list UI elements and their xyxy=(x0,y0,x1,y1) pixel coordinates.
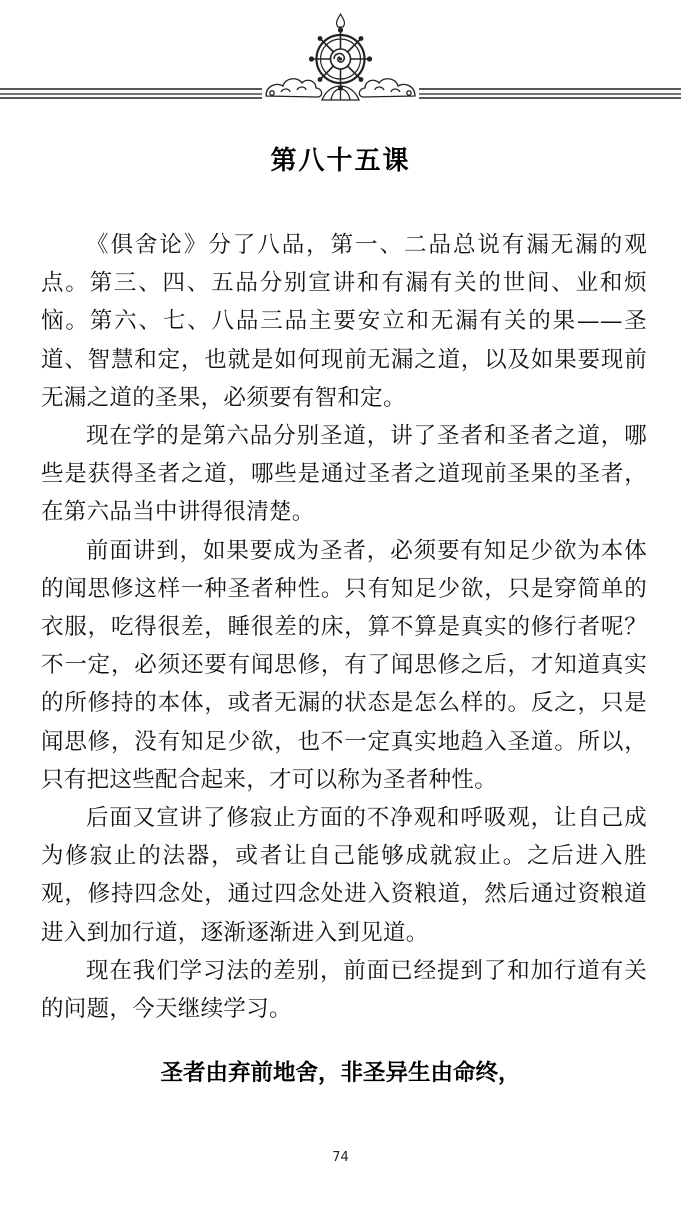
dharma-wheel-icon xyxy=(0,0,681,110)
paragraph: 《俱舍论》分了八品，第一、二品总说有漏无漏的观点。第三、四、五品分别宣讲和有漏有关的世间、业和烦恼。第六、七、八品三品主要安立和无漏有关的果——圣道、智慧和定，也就是如何现前无漏之道，以及如果要现前无漏之道的圣果，必须要有智和定。 xyxy=(41,232,647,411)
paragraph: 现在学的是第六品分别圣道，讲了圣者和圣者之道，哪些是获得圣者之道，哪些是通过圣者之道现前圣果的圣者，在第六品当中讲得很清楚。 xyxy=(41,423,647,526)
paragraph: 后面又宣讲了修寂止方面的不净观和呼吸观，让自己成为修寂止的法器，或者让自己能够成就寂止。之后进入胜观，修持四念处，通过四念处进入资粮道，然后通过资粮道进入到加行道，逐渐逐渐进入到见道。 xyxy=(41,805,647,946)
paragraph: 前面讲到，如果要成为圣者，必须要有知足少欲为本体的闻思修这样一种圣者种性。只有知足少欲，只是穿简单的衣服，吃得很差，睡很差的床，算不算是真实的修行者呢？不一定，必须还要有闻思修，有了闻思修之后，才知道真实的所修持的本体，或者无漏的状态是怎么样的。反之，只是闻思修，没有知足少欲，也不一定真实地趋入圣道。所以，只有把这些配合起来，才可以称为圣者种性。 xyxy=(41,537,647,793)
header-ornament xyxy=(0,0,681,110)
verse-line: 圣者由弃前地舍，非圣异生由命终， xyxy=(160,1060,521,1086)
chapter-title: 第八十五课 xyxy=(270,146,411,176)
paragraph: 现在我们学习法的差别，前面已经提到了和加行道有关的问题，今天继续学习。 xyxy=(41,957,647,1023)
page-number: 74 xyxy=(332,1150,349,1165)
body-text xyxy=(41,226,647,1028)
